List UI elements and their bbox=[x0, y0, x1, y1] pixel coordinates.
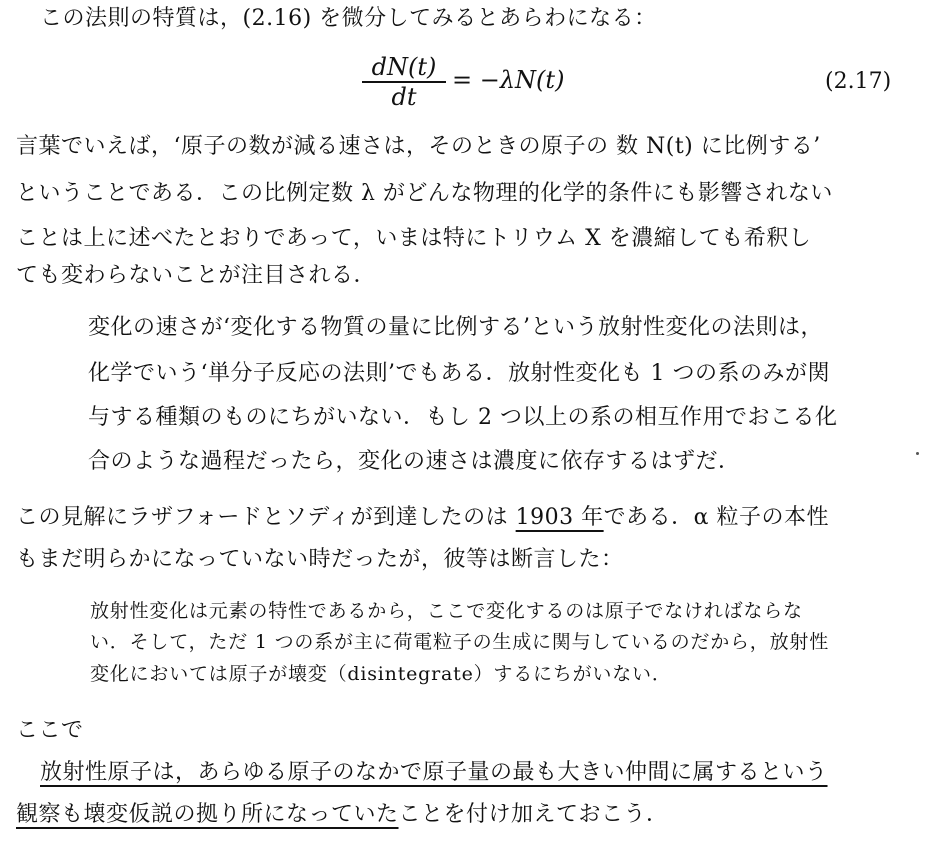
koko-text: ここで bbox=[16, 718, 84, 743]
quote1-line: 化学でいう‘単分子反応の法則’でもある．放射性変化も 1 つの系のみが関 bbox=[88, 361, 830, 386]
intro-text: この法則の特質は，(2.16) を微分してみるとあらわになる： bbox=[40, 6, 657, 31]
paragraph1-line: 言葉でいえば，‘原子の数が減る速さは，そのときの原子の 数 N(t) に比例する’ bbox=[16, 134, 821, 159]
paragraph1-line: ということである．この比例定数 λ がどんな物理的化学的条件にも影響されない bbox=[16, 181, 833, 206]
quote2-line: い．そして，ただ 1 つの系が主に荷電粒子の生成に関与しているのだから，放射性 bbox=[90, 631, 829, 653]
quote2-line: 変化においては原子が壊変（disintegrate）するにちがいない． bbox=[90, 663, 672, 685]
paragraph1-line: ても変わらないことが注目される． bbox=[16, 263, 377, 288]
stray-dot bbox=[916, 452, 919, 455]
quote2-line: 放射性変化は元素の特性であるから，ここで変化するのは原子でなければならな bbox=[90, 600, 803, 622]
equation-denominator: dt bbox=[391, 83, 417, 111]
equation-numerator: dN(t) bbox=[371, 53, 437, 81]
year-underlined: 1903 年 bbox=[515, 505, 604, 530]
paragraph2-line1 bbox=[16, 503, 829, 533]
paragraph2-line2: もまだ明らかになっていない時だったが，彼等は断言した： bbox=[16, 547, 624, 572]
equation-2-17 bbox=[0, 53, 938, 109]
paragraph2-text: この見解にラザフォードとソディが到達したのは bbox=[16, 505, 516, 530]
equation-rhs: = −λN(t) bbox=[452, 66, 565, 94]
paragraph1-line: ことは上に述べたとおりであって，いまは特にトリウム X を濃縮しても希釈し bbox=[16, 226, 812, 251]
quote1-line: 合のような過程だったら，変化の速さは濃度に依存するはずだ． bbox=[88, 449, 741, 474]
quote1-line: 変化の速さが‘変化する物質の量に比例する’という放射性変化の法則は， bbox=[88, 315, 823, 340]
final-underlined-2: 観察も壊変仮説の拠り所になっていた bbox=[16, 802, 399, 827]
equation-fraction bbox=[360, 53, 448, 111]
final-line2 bbox=[16, 800, 669, 830]
final-underlined-1: 放射性原子は，あらゆる原子のなかで原子量の最も大きい仲間に属するという bbox=[40, 760, 828, 785]
final-rest: ことを付け加えておこう． bbox=[398, 802, 669, 827]
paragraph2-text: である．α 粒子の本性 bbox=[603, 505, 829, 530]
quote1-line: 与する種類のものにちがいない．もし 2 つ以上の系の相互作用でおこる化 bbox=[88, 405, 838, 430]
final-line1 bbox=[40, 758, 828, 788]
equation-number: (2.17) bbox=[825, 69, 892, 94]
